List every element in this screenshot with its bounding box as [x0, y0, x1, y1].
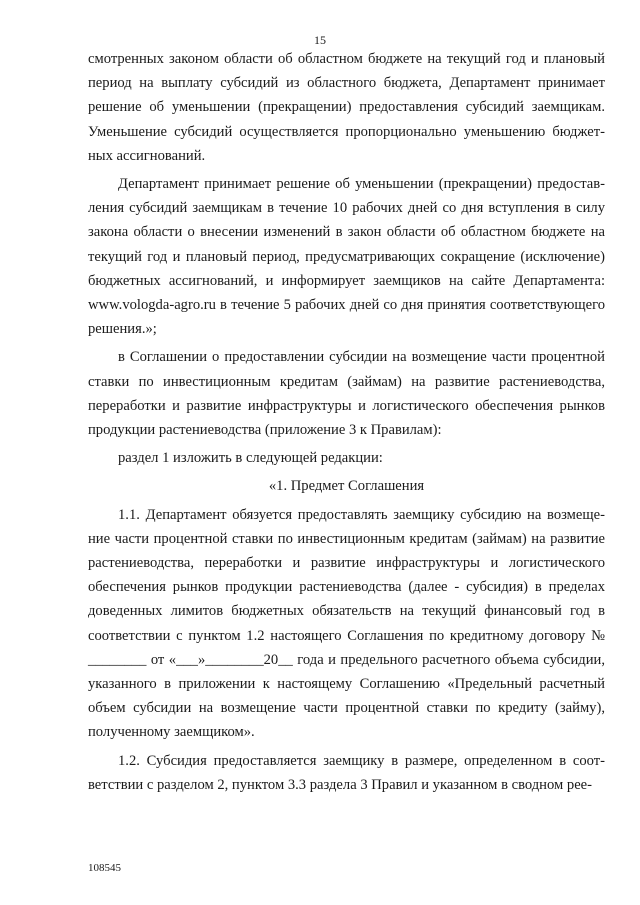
paragraph-department-decision: Департамент принимает решение об уменьшении (прекращении) предоставления субсидий заемщикам в течение 10 рабочих дней со дня вступления в силу закона области о внесении изменений в закон области об областном бюджете на текущий год и плановый период, предусматривающих сокращение (исключение) бюджетных ассигнований, и информирует заемщиков на сайте Департамента: www.vologda-agro.ru в течение 5 рабочих дней со дня принятия соответствующего решения.»;	[88, 176, 605, 338]
paragraph-clause-1-2: 1.2. Субсидия предоставляется заемщику в размере, определенном в соответствии с разделом 2, пунктом 3.3 раздела 3 Правил и указанном в сводном рее-	[88, 752, 605, 793]
document-body	[88, 47, 605, 797]
paragraph-continuation: смотренных законом области об областном бюджете на текущий год и плановый период на выплату субсидий из областного бюджета, Департамент принимает решение об уменьшении (прекращении) предоставления субсидий заемщикам. Уменьшение субсидий осуществляется пропорционально уменьшению бюджетных ассигнований.	[88, 51, 605, 164]
paragraph-clause-1-1: 1.1. Департамент обязуется предоставлять заемщику субсидию на возмещение части процентной ставки по инвестиционным кредитам (займам) на развитие растениеводства, переработки и развитие инфраструктуры и логистического обеспечения рынков продукции растениеводства (далее - субсидия) в пределах доведенных лимитов бюджетных обязательств на текущий финансовый год в соответствии с пунктом 1.2 настоящего Соглашения по кредитному договору № ________ от «___»________20__ года и предельного расчетного объема субсидии, указанного в приложении к настоящему Соглашению «Предельный расчетный объем субсидии на возмещение части процентной ставки по кредиту (займу), полученному заемщиком».	[88, 506, 605, 741]
paragraph-agreement-intro: в Соглашении о предоставлении субсидии на возмещение части процентной ставки по инвестиционным кредитам (займам) на развитие растениеводства, переработки и развитие инфраструктуры и логистического обеспечения рынков продукции растениеводства (приложение 3 к Правилам):	[88, 349, 605, 439]
document-code: 108545	[88, 862, 121, 874]
page-number: 15	[314, 33, 326, 47]
section-heading: «1. Предмет Соглашения	[268, 478, 425, 495]
paragraph-section-edit: раздел 1 изложить в следующей редакции:	[118, 450, 383, 467]
